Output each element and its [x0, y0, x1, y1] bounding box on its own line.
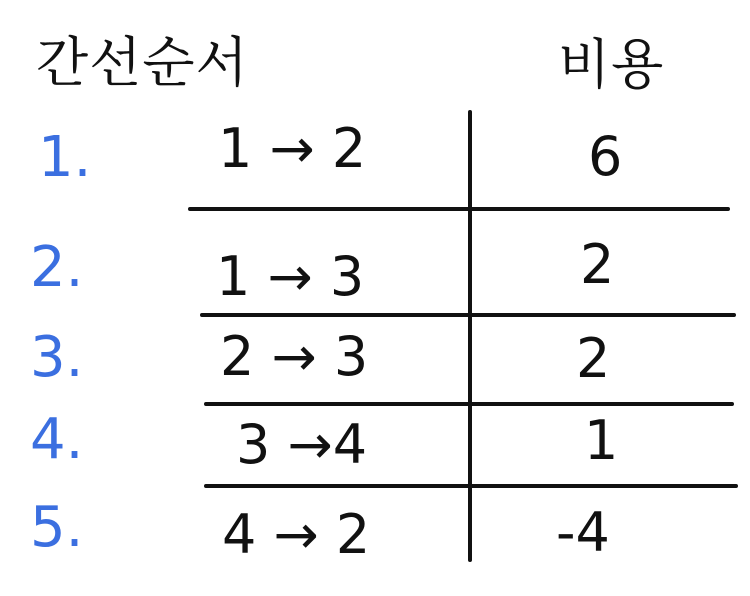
edge-cell: 4 → 2 [222, 503, 371, 566]
row-number: 2. [30, 235, 84, 300]
row-number: 4. [30, 407, 84, 472]
column-divider [468, 110, 472, 562]
cost-cell: 6 [588, 125, 623, 188]
cost-cell: 2 [576, 327, 611, 390]
row-number: 1. [38, 125, 92, 190]
row-number: 5. [30, 495, 84, 560]
row-separator [204, 402, 734, 406]
edge-cell: 1 → 3 [216, 245, 365, 308]
cost-cell: -4 [556, 501, 610, 564]
row-separator [200, 313, 736, 317]
row-number: 3. [30, 325, 84, 390]
edge-cell: 1 → 2 [218, 117, 367, 180]
cost-header: 비용 [558, 33, 665, 96]
cost-cell: 2 [580, 233, 615, 296]
row-separator [204, 484, 738, 488]
cost-cell: 1 [584, 409, 619, 472]
edge-order-header: 간선순서 [36, 31, 249, 94]
row-separator [188, 207, 730, 211]
edge-cell: 3 →4 [236, 413, 368, 476]
edge-cell: 2 → 3 [220, 325, 369, 388]
